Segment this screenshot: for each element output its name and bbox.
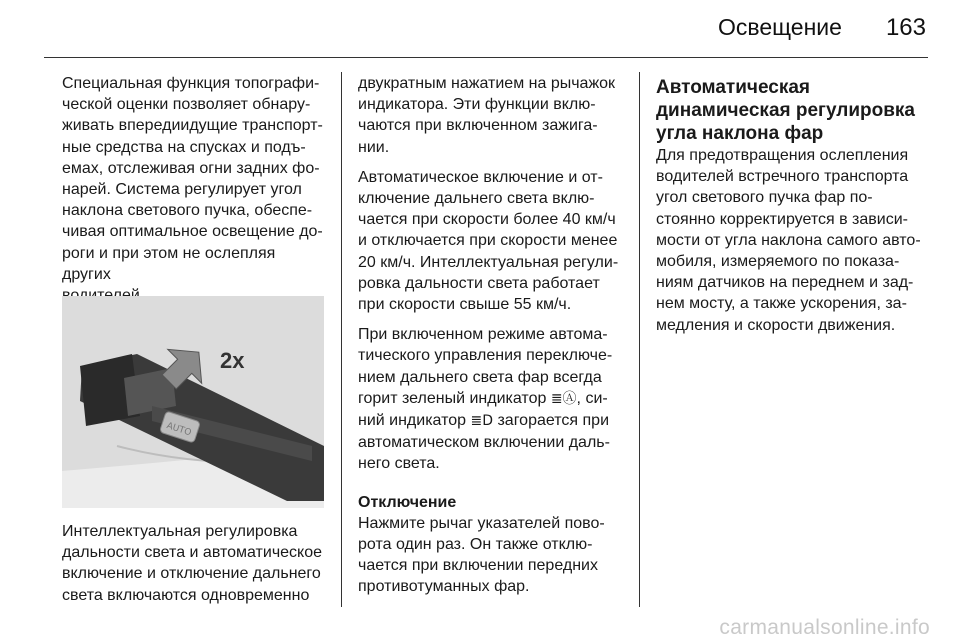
high-beam-auto-icon: ≣Ⓐ [550,390,577,407]
text-line: Автоматическое включение и от- [358,168,603,186]
section-heading-off: Отключение [358,493,457,511]
text-line: мобиля, измеряемого по показа- [656,253,900,271]
header-rule [44,57,928,58]
text-line: роги и при этом не ослепляя других [62,244,276,283]
text-line: Специальная функция топографи- [62,75,320,92]
text-line: водителей встречного транспорта [656,168,909,186]
text-line: Для предотвращения ослепления [656,147,909,164]
text-line: при скорости свыше 55 км/ч. [358,296,572,314]
text-line: чаются при включенном зажига- [358,117,598,135]
text-line: противотуманных фар. [358,578,530,596]
text-line: ключение дальнего света вклю- [358,190,595,208]
text-line: автоматическом включении даль- [358,434,610,452]
text-line: включение и отключение дальнего [62,565,321,583]
section-heading-auto: динамическая регулировка [656,100,915,121]
lever-drawing [62,296,324,508]
watermark: carmanualsonline.info [719,616,930,639]
text-line: и отключается при скорости менее [358,232,618,250]
text-line: живать впередиидущие транспорт- [62,117,323,135]
column-1-bottom [62,521,328,606]
page-header [718,14,926,54]
text-line: света включаются одновременно [62,586,310,604]
text-line: горит зеленый индикатор ≣Ⓐ, си- [358,389,608,407]
text-line: емах, отслеживая огни задних фо- [62,159,320,177]
column-divider-2 [639,72,640,607]
text-line: нием дальнего света фар всегда [358,368,602,386]
text-line: нии. [358,138,390,156]
text-line: чается при скорости более 40 км/ч [358,211,616,229]
text-line: При включенном режиме автома- [358,326,608,344]
text-line: ний индикатор ≣D загорается при [358,412,609,430]
high-beam-icon: ≣D [470,413,494,430]
text-line: медления и скорости движения. [656,316,896,334]
text-line: Интеллектуальная регулировка [62,523,298,540]
switch-auto-label: AUTO [165,421,193,439]
text-line: него света. [358,455,440,473]
lever-illustration [62,296,324,508]
column-3 [656,76,934,336]
text-line: ровка дальности света работает [358,274,600,292]
text-line: индикатора. Эти функции вклю- [358,96,596,114]
page-number: 163 [885,14,926,41]
text-line: нарей. Система регулирует угол [62,181,302,199]
text-line: чается при включении передних [358,557,598,575]
page-title: Освещение [718,14,842,40]
text-line: ниям датчиков на переднем и зад- [656,274,914,292]
text-line: мости от угла наклона самого авто- [656,231,921,249]
text-line: двукратным нажатием на рычажок [358,75,616,92]
text-line: дальности света и автоматическое [62,544,323,562]
text-line: 20 км/ч. Интеллектуальная регули- [358,253,619,271]
text-line: Нажмите рычаг указателей пово- [358,514,605,532]
text-line: угол светового пучка фар по- [656,189,873,207]
text-line: нем мосту, а также ускорения, за- [656,295,907,313]
text-line: рота один раз. Он также отклю- [358,536,593,554]
text-line: стоянно корректируется в зависи- [656,210,908,228]
text-line: тического управления переключе- [358,347,613,365]
column-divider-1 [341,72,342,607]
text-line: ные средства на спусках и подъ- [62,138,306,156]
text-line: ческой оценки позволяет обнару- [62,96,311,114]
section-heading-auto: Автоматическая [656,77,810,98]
section-heading-auto: угла наклона фар [656,123,824,144]
press-twice-label: 2x [220,348,245,373]
text-line: наклона светового пучка, обеспе- [62,202,313,220]
column-2 [358,73,624,598]
text-line: чивая оптимальное освещение до- [62,223,323,241]
